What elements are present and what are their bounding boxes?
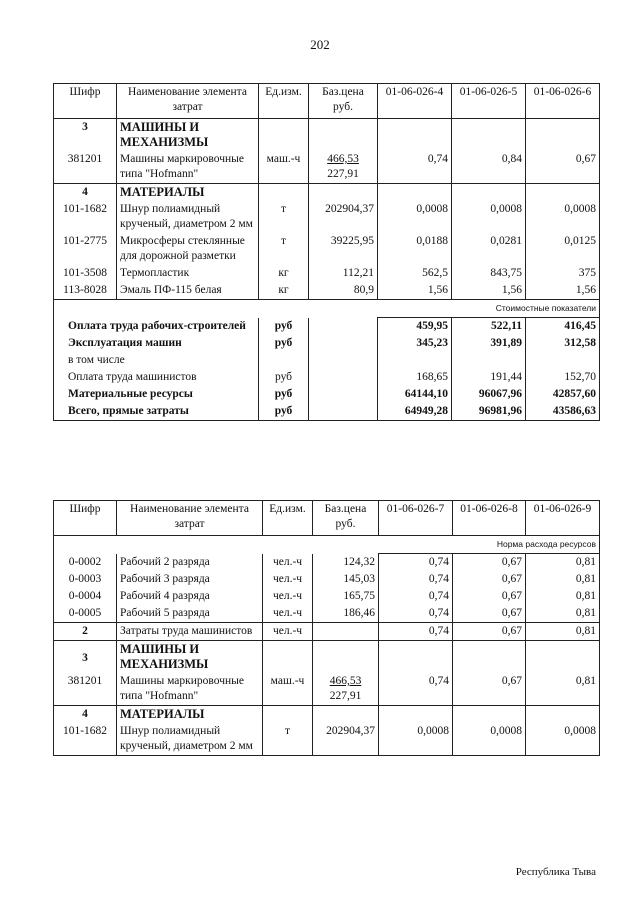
row-unit: т [259,233,309,265]
row-price-secondary: 227,91 [329,690,362,702]
section-number: 3 [54,119,117,152]
row-name: Рабочий 2 разряда [117,554,263,572]
table-row [54,723,600,756]
summary-value-3: 416,45 [526,318,600,336]
summary-name: Оплата труда рабочих-строителей [54,318,259,336]
row-name: Рабочий 5 разряда [117,605,263,623]
row-value-3: 375 [526,265,600,282]
section-title: МАТЕРИАЛЫ [117,706,263,724]
row-value-3: 0,81 [526,588,600,605]
section-row [54,641,600,674]
row-price: 145,03 [313,571,379,588]
section-row [54,706,600,724]
summary-unit [259,352,309,369]
table-row [54,201,600,233]
table-row [54,571,600,588]
row-value-1: 0,0188 [378,233,452,265]
summary-name: Материальные ресурсы [54,386,259,403]
row-value-3: 0,81 [526,623,600,641]
summary-name: в том числе [54,352,259,369]
row-code: 381201 [54,151,117,184]
row-value-3: 0,0008 [526,201,600,233]
summary-value-2: 96981,96 [452,403,526,421]
row-value-3: 0,0008 [526,723,600,756]
row-name: Термопластик [117,265,259,282]
band-label: Норма расхода ресурсов [379,536,600,554]
row-value-1: 0,74 [378,151,452,184]
row-value-3: 1,56 [526,282,600,300]
table-row [54,605,600,623]
row-price: 202904,37 [309,201,378,233]
page-number: 202 [310,37,330,52]
table-row [54,623,600,641]
row-price: 80,9 [309,282,378,300]
summary-row [54,386,600,403]
section-number: 3 [54,641,117,674]
section-title: МАТЕРИАЛЫ [117,184,259,202]
summary-row [54,369,600,386]
summary-value-1: 64949,28 [378,403,452,421]
table-row [54,233,600,265]
row-price: 112,21 [309,265,378,282]
row-price-main: 466,53 [327,153,359,165]
row-value-1: 0,0008 [378,201,452,233]
header-column-3: 01-06-026-6 [526,84,600,119]
header-column-2: 01-06-026-8 [453,501,526,536]
row-name: Шнур полиамидный крученый, диаметром 2 мм [117,201,259,233]
row-value-1: 0,74 [379,605,453,623]
row-value-1: 0,74 [379,673,453,706]
summary-unit: руб [259,369,309,386]
section-row [54,119,600,152]
row-value-1: 0,74 [379,623,453,641]
row-unit: маш.-ч [263,673,313,706]
summary-value-2: 391,89 [452,335,526,352]
row-value-2: 1,56 [452,282,526,300]
row-code: 0-0003 [54,571,117,588]
table-row [54,554,600,572]
summary-value-2: 96067,96 [452,386,526,403]
table-row [54,151,600,184]
row-price: 186,46 [313,605,379,623]
section-number: 4 [54,706,117,724]
row-price-main: 466,53 [329,675,362,687]
row-value-2: 0,67 [453,605,526,623]
cost-table-1 [53,83,600,421]
summary-value-3: 42857,60 [526,386,600,403]
header-column-3: 01-06-026-9 [526,501,600,536]
row-value-1: 0,74 [379,554,453,572]
row-name: Машины маркировочные типа "Hofmann" [117,151,259,184]
row-name: Микросферы стеклянные для дорожной разметки [117,233,259,265]
row-name: Рабочий 4 разряда [117,588,263,605]
summary-row [54,318,600,336]
row-value-1: 1,56 [378,282,452,300]
row-code: 0-0005 [54,605,117,623]
header-code: Шифр [54,84,117,119]
row-price: 124,32 [313,554,379,572]
header-code: Шифр [54,501,117,536]
row-value-3: 0,81 [526,605,600,623]
summary-value-1: 459,95 [378,318,452,336]
row-name: Эмаль ПФ-115 белая [117,282,259,300]
row-value-2: 0,0008 [452,201,526,233]
row-value-3: 0,81 [526,554,600,572]
row-code: 101-1682 [54,201,117,233]
row-value-1: 0,0008 [379,723,453,756]
summary-row [54,403,600,421]
row-unit: чел.-ч [263,605,313,623]
row-code: 113-8028 [54,282,117,300]
band-row [54,300,600,318]
row-unit: чел.-ч [263,554,313,572]
row-value-3: 0,81 [526,571,600,588]
summary-row [54,352,600,369]
cost-table-2 [53,500,600,756]
summary-unit: руб [259,386,309,403]
row-code: 381201 [54,673,117,706]
row-price: 202904,37 [313,723,379,756]
row-name: Шнур полиамидный крученый, диаметром 2 мм [117,723,263,756]
row-value-2: 0,0008 [453,723,526,756]
summary-value-3: 312,58 [526,335,600,352]
table-header-row [54,84,600,119]
row-value-2: 0,67 [453,554,526,572]
table-header-row [54,501,600,536]
header-base-price: Баз.цена руб. [313,501,379,536]
band-label: Стоимостные показатели [378,300,600,318]
row-code: 2 [54,623,117,641]
header-name: Наименование элемента затрат [117,84,259,119]
row-value-2: 0,0281 [452,233,526,265]
table-row [54,588,600,605]
row-code: 101-3508 [54,265,117,282]
row-unit: кг [259,282,309,300]
table-row [54,673,600,706]
row-value-1: 0,74 [379,571,453,588]
row-value-3: 0,67 [526,151,600,184]
section-number: 4 [54,184,117,202]
summary-value-1: 64144,10 [378,386,452,403]
header-column-1: 01-06-026-7 [379,501,453,536]
header-unit: Ед.изм. [263,501,313,536]
row-price [313,673,379,706]
summary-unit: руб [259,335,309,352]
summary-name: Оплата труда машинистов [54,369,259,386]
row-price: 39225,95 [309,233,378,265]
row-value-3: 0,81 [526,673,600,706]
section-title: МАШИНЫ И МЕХАНИЗМЫ [117,119,259,152]
row-value-2: 0,67 [453,623,526,641]
summary-value-3: 152,70 [526,369,600,386]
row-value-2: 0,67 [453,673,526,706]
footer-region: Республика Тыва [515,866,596,878]
summary-row [54,335,600,352]
row-code: 101-2775 [54,233,117,265]
section-row [54,184,600,202]
band-row [54,536,600,554]
row-name: Рабочий 3 разряда [117,571,263,588]
row-unit: т [263,723,313,756]
table-row [54,282,600,300]
row-name: Затраты труда машинистов [117,623,263,641]
row-unit: кг [259,265,309,282]
row-unit: чел.-ч [263,571,313,588]
row-value-3: 0,0125 [526,233,600,265]
summary-value-1: 345,23 [378,335,452,352]
row-code: 101-1682 [54,723,117,756]
header-unit: Ед.изм. [259,84,309,119]
header-column-2: 01-06-026-5 [452,84,526,119]
header-base-price: Баз.цена руб. [309,84,378,119]
row-price: 165,75 [313,588,379,605]
row-value-2: 843,75 [452,265,526,282]
header-name: Наименование элемента затрат [117,501,263,536]
summary-unit: руб [259,403,309,421]
row-price-secondary: 227,91 [327,168,359,180]
summary-value-2: 191,44 [452,369,526,386]
row-value-2: 0,67 [453,588,526,605]
row-unit: чел.-ч [263,623,313,641]
row-value-1: 562,5 [378,265,452,282]
row-value-1: 0,74 [379,588,453,605]
summary-value-2: 522,11 [452,318,526,336]
summary-name: Эксплуатация машин [54,335,259,352]
row-unit: маш.-ч [259,151,309,184]
row-unit: чел.-ч [263,588,313,605]
row-price [309,151,378,184]
header-column-1: 01-06-026-4 [378,84,452,119]
summary-unit: руб [259,318,309,336]
row-value-2: 0,84 [452,151,526,184]
table-row [54,265,600,282]
summary-name: Всего, прямые затраты [54,403,259,421]
row-value-2: 0,67 [453,571,526,588]
summary-value-1: 168,65 [378,369,452,386]
row-unit: т [259,201,309,233]
row-name: Машины маркировочные типа "Hofmann" [117,673,263,706]
summary-value-3: 43586,63 [526,403,600,421]
section-title: МАШИНЫ И МЕХАНИЗМЫ [117,641,263,674]
row-code: 0-0004 [54,588,117,605]
row-code: 0-0002 [54,554,117,572]
